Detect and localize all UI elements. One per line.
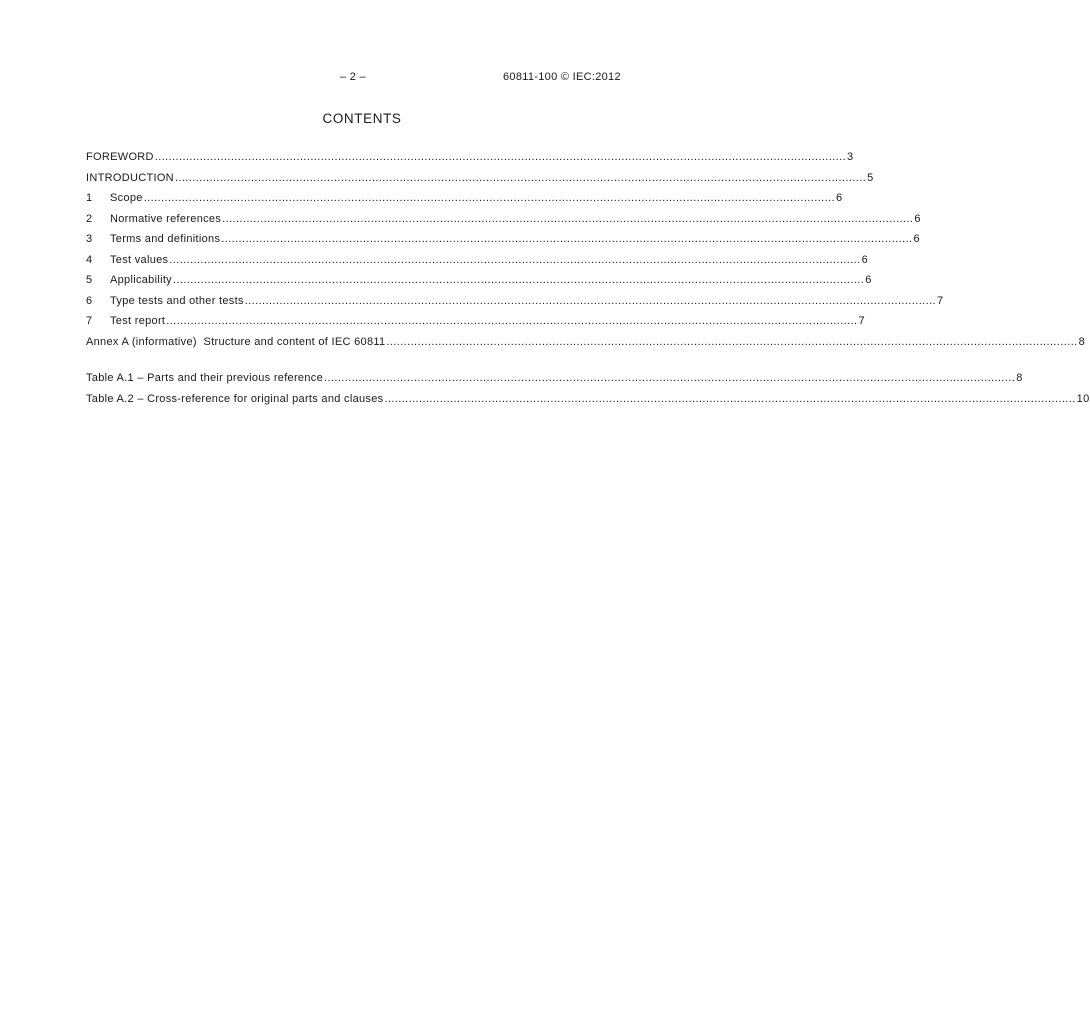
toc-leader-dots: ........................................................................................................................................................................................................ (244, 294, 936, 307)
toc-entry-title: Scope (110, 192, 143, 204)
toc-leader-dots: ........................................................................................................................................................................................................ (154, 151, 847, 163)
toc-entry-page: 7 (937, 294, 944, 307)
toc-entry-title: INTRODUCTION (86, 171, 174, 184)
header-document-id: 60811-100 © IEC:2012 (503, 71, 621, 83)
toc-entry-table-a1[interactable] (86, 372, 1023, 393)
toc-entry-title: Normative references (110, 212, 222, 225)
toc-leader-dots: ........................................................................................................................................................................................................ (221, 233, 913, 245)
toc-entry-title: Test values (110, 253, 169, 266)
toc-entry-title: Table A.1 – Parts and their previous reference (86, 372, 323, 384)
toc-leader-dots: ........................................................................................................................................................................................................ (166, 315, 858, 327)
toc-entry-test-report[interactable] (86, 315, 865, 336)
contents-title: CONTENTS (322, 111, 402, 126)
toc-entry-number: 5 (86, 274, 93, 286)
toc-entry-title: Terms and definitions (110, 233, 221, 245)
toc-entry-page: 6 (914, 212, 921, 225)
toc-entry-title: Test report (110, 315, 166, 327)
toc-entry-foreword[interactable] (86, 151, 854, 172)
toc-entry-title: FOREWORD (86, 151, 154, 163)
toc-entry-page: 6 (913, 233, 920, 245)
toc-leader-dots: ........................................................................................................................................................................................................ (169, 253, 861, 266)
toc-entry-page: 10 (1076, 392, 1090, 405)
toc-entry-applicability[interactable] (86, 274, 872, 295)
toc-entry-page: 7 (858, 315, 865, 327)
table-of-contents (86, 151, 1090, 413)
toc-entry-page: 3 (847, 151, 854, 163)
toc-leader-dots: ........................................................................................................................................................................................................ (222, 212, 914, 225)
toc-entry-page: 5 (867, 171, 874, 184)
header-page-number: – 2 – (340, 71, 366, 83)
toc-entry-number: 7 (86, 315, 93, 327)
toc-leader-dots: ........................................................................................................................................................................................................ (324, 372, 1016, 384)
toc-entry-type-tests[interactable] (86, 294, 944, 316)
toc-leader-dots: ........................................................................................................................................................................................................ (386, 335, 1078, 348)
toc-entry-terms-and-definitions[interactable] (86, 233, 920, 254)
toc-entry-page: 8 (1078, 335, 1086, 348)
toc-entry-title: Applicability (110, 274, 172, 286)
toc-entry-number: 6 (86, 294, 93, 307)
toc-entry-number: 2 (86, 212, 93, 225)
toc-entry-scope[interactable] (86, 192, 843, 213)
toc-entry-number: 3 (86, 233, 93, 245)
toc-leader-dots: ........................................................................................................................................................................................................ (172, 274, 865, 286)
toc-entry-introduction[interactable] (86, 171, 874, 193)
toc-entry-title: Annex A (informative) Structure and content of IEC 60811 (86, 335, 386, 348)
toc-entry-title: Table A.2 – Cross-reference for original parts and clauses (86, 392, 384, 405)
toc-entry-title: Type tests and other tests (110, 294, 244, 307)
toc-entry-test-values[interactable] (86, 253, 868, 275)
toc-entry-page: 6 (835, 192, 843, 204)
toc-leader-dots: ........................................................................................................................................................................................................ (174, 171, 867, 184)
toc-entry-table-a2[interactable] (86, 392, 1090, 414)
toc-entry-annex-a[interactable] (86, 335, 1086, 357)
toc-entry-page: 6 (865, 274, 872, 286)
toc-entry-number: 1 (86, 192, 93, 204)
toc-leader-dots: ........................................................................................................................................................................................................ (384, 392, 1076, 405)
toc-entry-normative-references[interactable] (86, 212, 921, 234)
toc-entry-page: 8 (1016, 372, 1023, 384)
toc-entry-page: 6 (861, 253, 868, 266)
toc-spacer (86, 356, 639, 372)
toc-entry-number: 4 (86, 253, 93, 266)
toc-leader-dots: ........................................................................................................................................................................................................ (143, 192, 835, 204)
